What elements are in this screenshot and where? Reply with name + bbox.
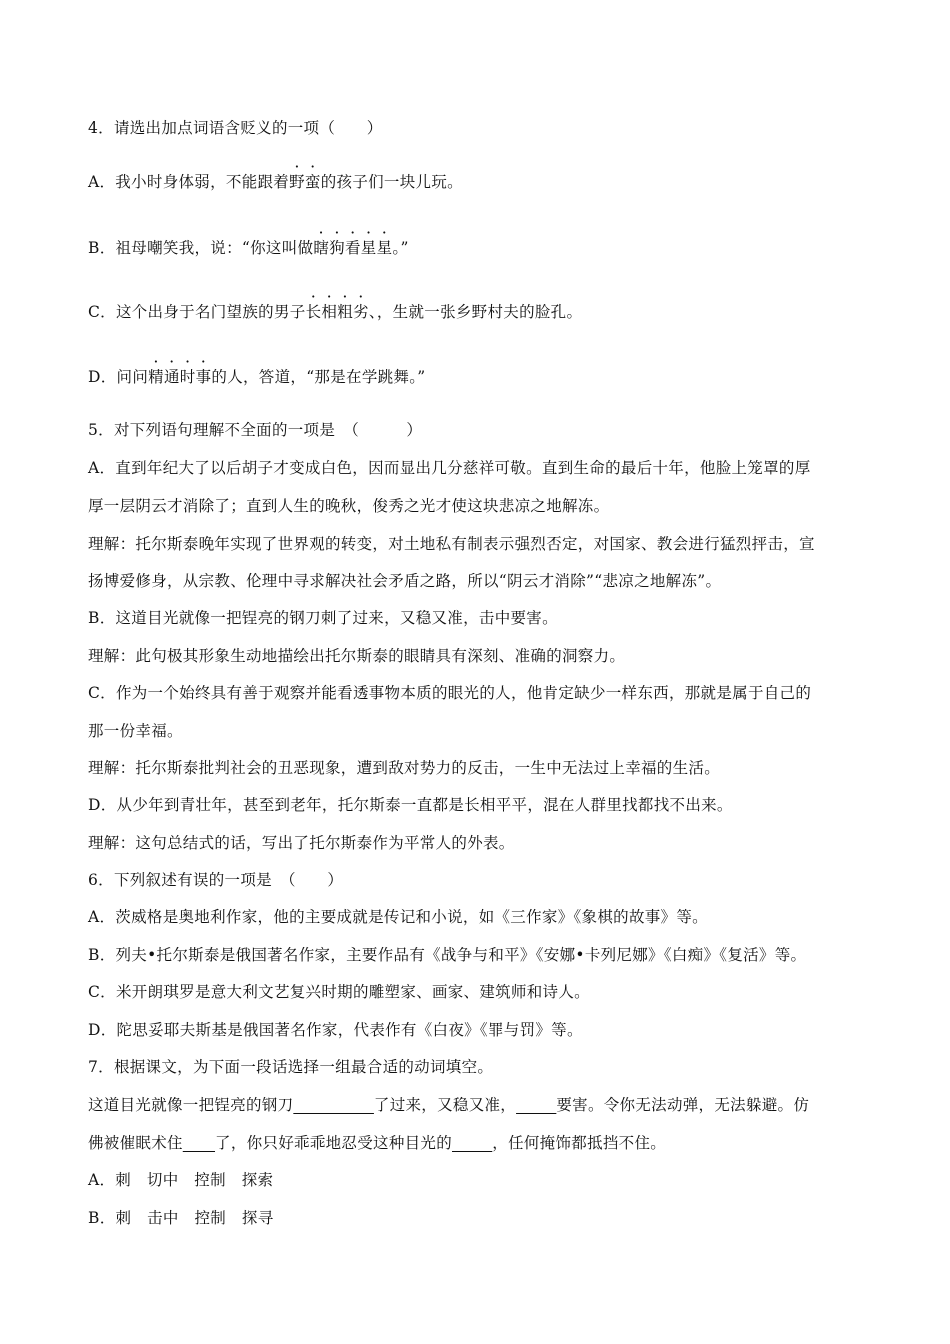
dotted-char: 劣 (353, 303, 369, 321)
q7-passage-line-2 (88, 1133, 666, 1153)
q7-blank-3: ____ (182, 1134, 216, 1152)
dotted-char: 星 (376, 239, 393, 257)
dotted-char: 事 (195, 368, 212, 386)
dotted-char: 瞎 (313, 239, 330, 257)
q6-stem: 6．下列叙述有误的一项是 （ ） (88, 871, 344, 889)
q4-d-pre: D．问问 (88, 368, 149, 386)
q4-a-pre: A．我小时身体弱，不能跟着 (88, 173, 290, 191)
q5-line: 扬博爱修身，从宗教、伦理中寻求解决社会矛盾之路，所以“阴云才消除”“悲凉之地解冻”。 (88, 572, 722, 590)
q4-option-a (88, 172, 463, 192)
q5-line: 理解：托尔斯泰晚年实现了世界观的转变，对土地私有制表示强烈否定，对国家、教会进行猛烈抨击，宣 (88, 535, 815, 553)
q4-option-c (88, 302, 582, 322)
q7-p1-text: 这道目光就像一把锃亮的钢刀 (88, 1096, 294, 1114)
q7-option-a: A．刺 切中 控制 探索 (88, 1171, 274, 1189)
q7-blank-1: __________ (293, 1096, 374, 1114)
dotted-char: 狗 (329, 239, 345, 257)
q4-b-dotted-word (313, 239, 392, 257)
q7-p1-text: 要害。令你无法动弹，无法躲避。仿 (556, 1096, 810, 1114)
q4-c-dotted-word (306, 303, 369, 321)
dotted-char: 看 (344, 239, 361, 257)
q5-line: D．从少年到青壮年，甚至到老年，托尔斯泰一直都是长相平平，混在人群里找都找不出来。 (88, 796, 733, 814)
dotted-char: 野 (289, 173, 305, 191)
q5-line: A．直到年纪大了以后胡子才变成白色，因而显出几分慈祥可敬。直到生命的最后十年，他脸上笼罩的厚 (88, 459, 811, 477)
q4-d-post: 的人，答道，“那是在学跳舞。” (211, 368, 426, 386)
q7-p1-text: 了过来，又稳又准， (373, 1096, 517, 1114)
dotted-char: 粗 (337, 303, 353, 321)
q7-p2-text: 佛被催眠术住 (88, 1134, 183, 1152)
q4-b-pre: B．祖母嘲笑我，说：“你这叫做 (88, 239, 314, 257)
q5-line: B．这道目光就像一把锃亮的钢刀刺了过来，又稳又准，击中要害。 (88, 609, 558, 627)
q7-passage-line-1 (88, 1095, 809, 1115)
dotted-char: 相 (321, 303, 338, 321)
q7-stem: 7．根据课文，为下面一段话选择一组最合适的动词填空。 (88, 1058, 494, 1076)
q7-blank-2: _____ (516, 1096, 557, 1114)
q5-line: C．作为一个始终具有善于观察并能看透事物本质的眼光的人，他肯定缺少一样东西，那就是属于自己的 (88, 684, 812, 702)
q4-option-d (88, 367, 426, 387)
q4-option-b (88, 238, 409, 258)
q5-line: 那一份幸福。 (88, 722, 183, 740)
q4-d-dotted-word (148, 368, 211, 386)
q6-line: A．茨威格是奥地利作家，他的主要成就是传记和小说，如《三作家》《象棋的故事》等。 (88, 908, 708, 926)
q5-stem: 5．对下列语句理解不全面的一项是 （ ） (88, 421, 423, 439)
dotted-char: 通 (163, 368, 180, 386)
q7-option-b: B．刺 击中 控制 探寻 (88, 1209, 274, 1227)
q4-a-post: 的孩子们一块儿玩。 (320, 173, 463, 191)
q7-blank-4: _____ (452, 1134, 493, 1152)
q6-line: B．列夫•托尔斯泰是俄国著名作家，主要作品有《战争与和平》《安娜•卡列尼娜》《白痴》《复活》等。 (88, 946, 807, 964)
q4-c-pre: C．这个出身于名门望族的男子 (88, 303, 306, 321)
q4-stem: 4．请选出加点词语含贬义的一项（ ） (88, 119, 383, 137)
q5-line: 理解：这句总结式的话，写出了托尔斯泰作为平常人的外表。 (88, 834, 515, 852)
dotted-char: 时 (179, 368, 196, 386)
q7-p2-text: 了，你只好乖乖地忍受这种目光的 (215, 1134, 453, 1152)
q6-line: D．陀思妥耶夫斯基是俄国著名作家，代表作有《白夜》《罪与罚》等。 (88, 1021, 583, 1039)
q4-c-post: 、，生就一张乡野村夫的脸孔。 (368, 303, 583, 321)
dotted-char: 精 (148, 368, 164, 386)
dotted-char: 星 (360, 239, 377, 257)
q5-line: 理解：托尔斯泰批判社会的丑恶现象，遭到敌对势力的反击，一生中无法过上幸福的生活。 (88, 759, 721, 777)
q4-a-dotted-word (289, 173, 321, 191)
q4-b-post: 。” (392, 239, 409, 257)
dotted-char: 长 (305, 303, 322, 321)
dotted-char: 蛮 (304, 173, 321, 191)
q5-line: 厚一层阴云才消除了；直到人生的晚秋，俊秀之光才使这块悲凉之地解冻。 (88, 497, 610, 515)
q6-line: C．米开朗琪罗是意大利文艺复兴时期的雕塑家、画家、建筑师和诗人。 (88, 983, 590, 1001)
q7-p2-text: ，任何掩饰都抵挡不住。 (492, 1134, 667, 1152)
q5-line: 理解：此句极其形象生动地描绘出托尔斯泰的眼睛具有深刻、准确的洞察力。 (88, 647, 626, 665)
